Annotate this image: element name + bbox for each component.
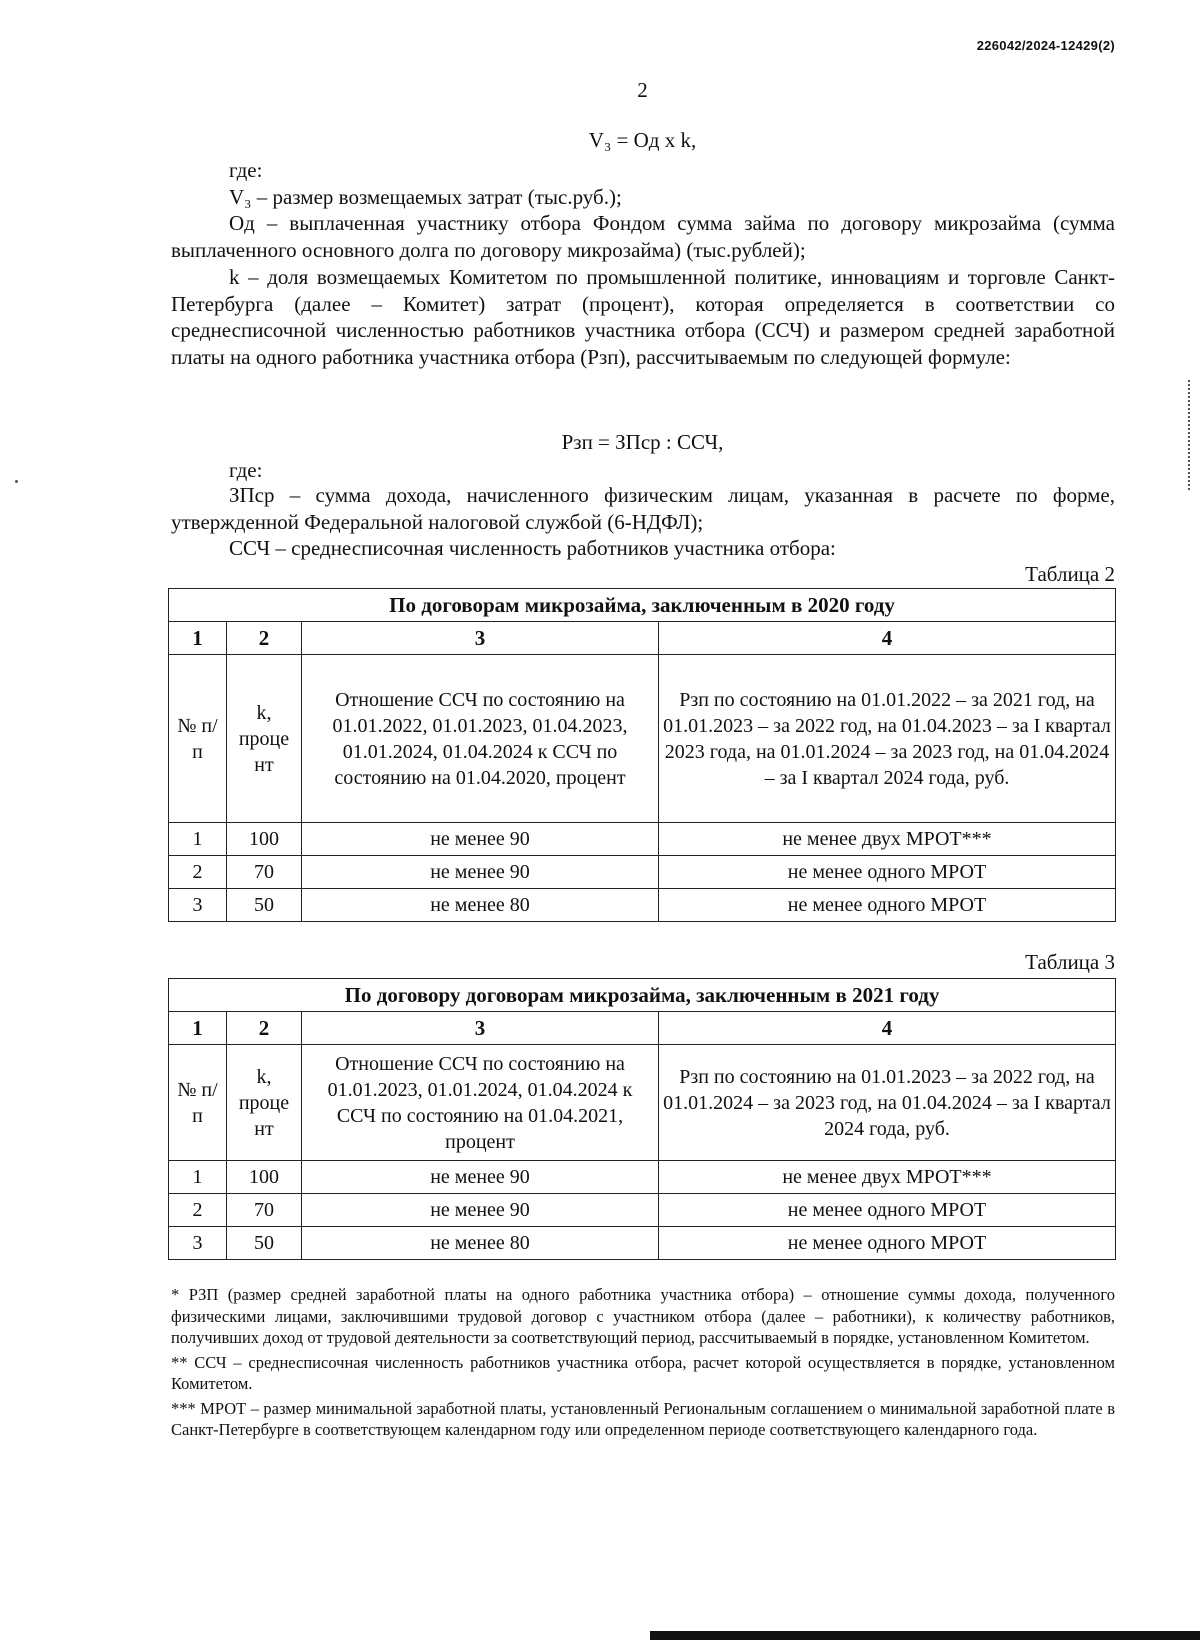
definition-k: k – доля возмещаемых Комитетом по промышленной политике, инновациям и торговле Санкт-Петербурга (далее – Комитет) затрат (процент), которая определяется в соответствии со среднесписочной численностью работников участника отбора (ССЧ) и размером средней заработной платы на одного работника участника отбора (Рзп), рассчитываемым по следующей формуле: [171,265,1115,369]
table-3-colnum-2: 2 [227,1012,302,1045]
table-3-cell-k: 70 [227,1194,302,1227]
table-row [169,823,1116,856]
definition-zp: ЗПср – сумма дохода, начисленного физическим лицам, указанная в расчете по форме, утвержденной Федеральной налоговой службой (6-НДФЛ); [171,483,1115,534]
table-2-cell-k: 100 [227,823,302,856]
scan-speck [15,480,18,483]
table-2-head-k: k, проце нт [227,655,302,823]
scan-bottom-edge [650,1631,1200,1640]
table-2-cell-k: 70 [227,856,302,889]
table-3-cell-k: 100 [227,1161,302,1194]
where-label-2: где: [229,458,263,482]
table-2 [168,588,1116,922]
table-3-cell-rzp: не менее одного МРОТ [659,1194,1116,1227]
table-3-cell-rzp: не менее одного МРОТ [659,1227,1116,1260]
table-3-cell-n: 3 [169,1227,227,1260]
table-3-cell-k: 50 [227,1227,302,1260]
table-2-cell-n: 3 [169,889,227,922]
table-2-caption: Таблица 2 [1025,562,1115,586]
table-2-head-ssch: Отношение ССЧ по состоянию на 01.01.2022, 01.01.2023, 01.04.2023, 01.01.2024, 01.04.2024 к ССЧ по состоянию на 01.04.2020, процент [302,655,659,823]
table-3-colnum-3: 3 [302,1012,659,1045]
table-2-colnum-4: 4 [659,622,1116,655]
table-row [169,889,1116,922]
table-2-cell-n: 2 [169,856,227,889]
document-registration-number: 226042/2024-12429(2) [976,38,1115,53]
where-label-1: где: [229,158,263,182]
table-3-cell-ssch: не менее 90 [302,1161,659,1194]
table-2-cell-n: 1 [169,823,227,856]
table-2-colnum-1: 1 [169,622,227,655]
table-2-colnum-3: 3 [302,622,659,655]
table-3 [168,978,1116,1260]
table-3-cell-n: 2 [169,1194,227,1227]
table-3-title: По договору договорам микрозайма, заключенным в 2021 году [169,979,1116,1012]
table-3-head-k: k, проце нт [227,1045,302,1161]
table-2-title: По договорам микрозайма, заключенным в 2020 году [169,589,1116,622]
table-2-colnum-2: 2 [227,622,302,655]
definition-v: V₃ – размер возмещаемых затрат (тыс.руб.); [229,185,622,209]
footnote-ssch: ** ССЧ – среднесписочная численность работников участника отбора, расчет которой осуществляется в порядке, установленном Комитетом. [171,1352,1115,1393]
definition-ssch: ССЧ – среднесписочная численность работников участника отбора: [229,536,836,560]
footnote-mrot: *** МРОТ – размер минимальной заработной платы, установленный Региональным соглашением о минимальной заработной плате в Санкт-Петербурге в соответствующем календарном году или определенном периоде соответствующего календарного года. [171,1398,1115,1439]
table-2-cell-rzp: не менее одного МРОТ [659,856,1116,889]
scan-edge-marks [1188,380,1192,490]
table-3-colnum-4: 4 [659,1012,1116,1045]
footnotes [171,1284,1115,1444]
definition-o: Oд – выплаченная участнику отбора Фондом сумма займа по договору микрозайма (сумма выплаченного основного долга по договору микрозайма) (тыс.рублей); [171,211,1115,262]
table-3-head-ssch: Отношение ССЧ по состоянию на 01.01.2023, 01.01.2024, 01.04.2024 к ССЧ по состоянию на 01.04.2021, процент [302,1045,659,1161]
table-row [169,1194,1116,1227]
table-3-head-rzp: Рзп по состоянию на 01.01.2023 – за 2022 год, на 01.01.2024 – за 2023 год, на 01.04.2024 – за I квартал 2024 года, руб. [659,1045,1116,1161]
table-2-head-rzp: Рзп по состоянию на 01.01.2022 – за 2021 год, на 01.01.2023 – за 2022 год, на 01.04.2023 – за I квартал 2023 года, на 01.01.2024 – за 2023 год, на 01.04.2024 – за I квартал 2024 года, руб. [659,655,1116,823]
table-2-cell-ssch: не менее 80 [302,889,659,922]
table-2-cell-rzp: не менее двух МРОТ*** [659,823,1116,856]
table-2-cell-ssch: не менее 90 [302,823,659,856]
table-3-cell-n: 1 [169,1161,227,1194]
table-3-caption: Таблица 3 [1025,950,1115,974]
footnote-rzp: * РЗП (размер средней заработной платы на одного работника участника отбора) – отношение суммы дохода, полученного физическими лицами, заключившими трудовой договор с участником отбора (далее – работники), к количеству работников, получивших доход от трудовой деятельности за соответствующий период, рассчитываемый в порядке, установленном Комитетом. [171,1285,1115,1347]
page-number: 2 [637,78,648,102]
table-2-cell-rzp: не менее одного МРОТ [659,889,1116,922]
table-row [169,1227,1116,1260]
table-2-cell-k: 50 [227,889,302,922]
table-2-cell-ssch: не менее 90 [302,856,659,889]
table-3-colnum-1: 1 [169,1012,227,1045]
table-row [169,856,1116,889]
formula-average-salary: Рзп = ЗПср : ССЧ, [561,430,724,454]
formula-reimbursed-costs: V₃ = Oд x k, [588,128,697,152]
table-3-cell-ssch: не менее 90 [302,1194,659,1227]
table-row [169,1161,1116,1194]
table-3-cell-ssch: не менее 80 [302,1227,659,1260]
table-3-head-number: № п/п [169,1045,227,1161]
table-2-head-number: № п/п [169,655,227,823]
table-3-cell-rzp: не менее двух МРОТ*** [659,1161,1116,1194]
